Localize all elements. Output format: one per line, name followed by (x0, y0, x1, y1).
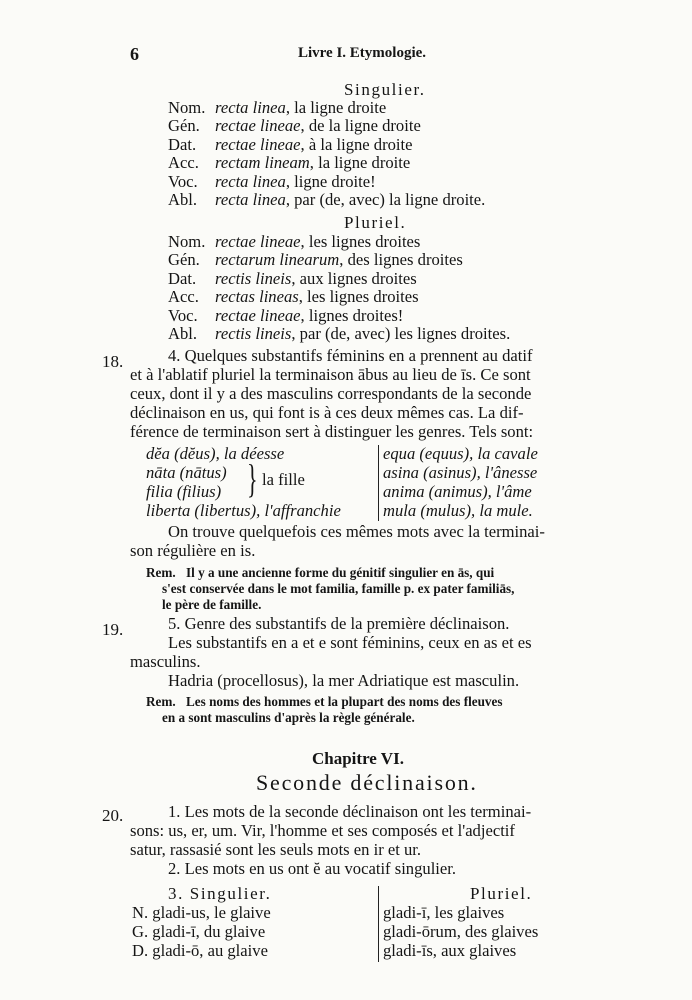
plur-case-5: Voc. (168, 305, 198, 325)
section-number-19: 19. (102, 620, 124, 639)
s20-line-1: 1. Les mots de la seconde déclinaison ont les terminai- (168, 802, 532, 821)
s18-line-4: déclinaison en us, qui font is à ces deux mêmes cas. La dif- (130, 403, 524, 422)
sing-row-4 (215, 154, 410, 172)
table-left-title: 3. Singulier. (168, 884, 272, 903)
plur-row-2 (215, 251, 463, 269)
table-right-row-2: gladi-ōrum, des glaives (383, 922, 539, 941)
table-left-row-2: G. gladi-ī, du glaive (132, 922, 266, 941)
plur-french-5: , lignes droites! (300, 305, 404, 325)
pair-left-3: filia (filius) (146, 482, 222, 501)
sing-french-3: , à la ligne droite (300, 134, 413, 154)
sing-french-1: , la ligne droite (285, 98, 387, 117)
sing-case-4: Acc. (168, 153, 199, 173)
s20-line-2: sons: us, er, um. Vir, l'homme et ses composés et l'adjectif (130, 821, 515, 840)
sing-row-1 (215, 99, 386, 117)
plur-latin-1: rectae lineae (215, 232, 301, 251)
table-right-row-3: gladi-īs, aux glaives (383, 941, 517, 960)
chapter-label: Chapitre VI. (312, 749, 404, 768)
sing-case-3: Dat. (168, 134, 197, 154)
plur-french-1: , les lignes droites (300, 232, 421, 251)
section-number-18: 18. (102, 352, 124, 371)
plur-french-2: , des lignes droites (339, 250, 463, 270)
pair-right-4: mula (mulus), la mule. (383, 501, 533, 520)
s18-line-1: 4. Quelques substantifs féminins en a prennent au datif (168, 346, 533, 365)
plur-latin-5: rectae lineae (215, 305, 301, 325)
running-title: Livre I. Etymologie. (298, 45, 427, 61)
plur-case-2: Gén. (168, 250, 200, 270)
pair-left-2: nāta (nātus) (146, 463, 227, 482)
s18-line-2: et à l'ablatif pluriel la terminaison ābus au lieu de īs. Ce sont (130, 365, 531, 384)
chapter-title: Seconde déclinaison. (256, 770, 478, 795)
pair-right-3: anima (animus), l'âme (383, 482, 532, 501)
plur-row-6 (215, 325, 510, 343)
sing-latin-1: recta linea (215, 98, 286, 117)
plur-french-3: , aux lignes droites (291, 268, 417, 288)
sing-row-6 (215, 191, 485, 209)
brace-symbol: } (247, 456, 258, 501)
sing-latin-6: recta linea (215, 190, 286, 209)
s18-rem-line-1: Il y a une ancienne forme du génitif singulier en ās, qui (186, 565, 495, 580)
sing-french-5: , ligne droite! (285, 171, 376, 191)
sing-case-5: Voc. (168, 171, 198, 191)
s19-rem-line-1: Les noms des hommes et la plupart des noms des fleuves (186, 694, 503, 709)
plur-latin-2: rectarum linearum (215, 250, 340, 270)
s20-line-4: 2. Les mots en us ont ĕ au vocatif singulier. (168, 859, 457, 878)
plur-latin-3: rectis lineis (215, 268, 292, 288)
pair-right-1: equa (equus), la cavale (383, 444, 538, 463)
sing-french-6: , par (de, avec) la ligne droite. (285, 190, 486, 209)
table-left-row-3: D. gladi-ō, au glaive (132, 941, 268, 960)
pair-left-4: liberta (libertus), l'affranchie (146, 501, 341, 520)
s19-rem-line-2: en a sont masculins d'après la règle générale. (162, 710, 415, 725)
table-right-row-1: gladi-ī, les glaives (383, 903, 505, 922)
pair-left-1: dĕa (dĕus), la déesse (146, 444, 285, 463)
sing-latin-4: rectam lineam (215, 153, 310, 173)
plur-latin-4: rectas lineas (215, 287, 299, 307)
sing-case-6: Abl. (168, 190, 198, 209)
s19-line-3: masculins. (130, 652, 201, 671)
s18-rem-label: Rem. (146, 565, 176, 580)
sing-case-2: Gén. (168, 116, 200, 136)
table-left-row-1: N. gladi-us, le glaive (132, 903, 271, 922)
sing-case-1: Nom. (168, 98, 206, 117)
pluriel-title: Pluriel. (344, 213, 407, 232)
s18-rem-line-2: s'est conservée dans le mot familia, famille p. ex pater familiās, (162, 581, 515, 596)
sing-row-2 (215, 117, 421, 135)
s20-line-3: satur, rassasié sont les seuls mots en ir et ur. (130, 840, 422, 859)
sing-latin-2: rectae lineae (215, 116, 301, 136)
page-number: 6 (130, 44, 139, 64)
sing-row-5 (215, 173, 376, 191)
s18-line-3: ceux, dont il y a des masculins correspondants de la seconde (130, 384, 532, 403)
plur-french-4: , les lignes droites (298, 287, 419, 307)
plur-row-1 (215, 233, 420, 251)
pair-right-2: asina (asinus), l'ânesse (383, 463, 538, 482)
s19-line-2: Les substantifs en a et e sont féminins, ceux en as et es (168, 633, 532, 652)
sing-latin-3: rectae lineae (215, 134, 301, 154)
pairs-divider (378, 445, 379, 521)
sing-french-4: , la ligne droite (309, 153, 411, 173)
section-number-20: 20. (102, 806, 124, 825)
plur-case-6: Abl. (168, 324, 198, 343)
sing-latin-5: recta linea (215, 171, 286, 191)
s19-line-4: Hadria (procellosus), la mer Adriatique est masculin. (168, 671, 520, 690)
s18-line-5: férence de terminaison sert à distinguer les genres. Tels sont: (130, 422, 534, 441)
sing-french-2: , de la ligne droite (300, 116, 421, 136)
plur-row-4 (215, 288, 419, 306)
singulier-title: Singulier. (344, 80, 426, 99)
plur-latin-6: rectis lineis (215, 324, 292, 343)
plur-row-5 (215, 307, 403, 325)
s19-rem-label: Rem. (146, 694, 176, 709)
sing-row-3 (215, 136, 413, 154)
s19-line-1: 5. Genre des substantifs de la première déclinaison. (168, 614, 510, 633)
table-divider (378, 886, 379, 962)
s18-rem-line-3: le père de famille. (162, 597, 262, 612)
plur-case-4: Acc. (168, 287, 199, 307)
s18-after-2: son régulière en is. (130, 541, 256, 560)
brace-label: la fille (262, 470, 305, 489)
s18-after-1: On trouve quelquefois ces mêmes mots avec la terminai- (168, 522, 545, 541)
plur-french-6: , par (de, avec) les lignes droites. (291, 324, 511, 343)
plur-case-1: Nom. (168, 232, 206, 251)
table-right-title: Pluriel. (470, 884, 533, 903)
plur-row-3 (215, 270, 417, 288)
plur-case-3: Dat. (168, 268, 197, 288)
